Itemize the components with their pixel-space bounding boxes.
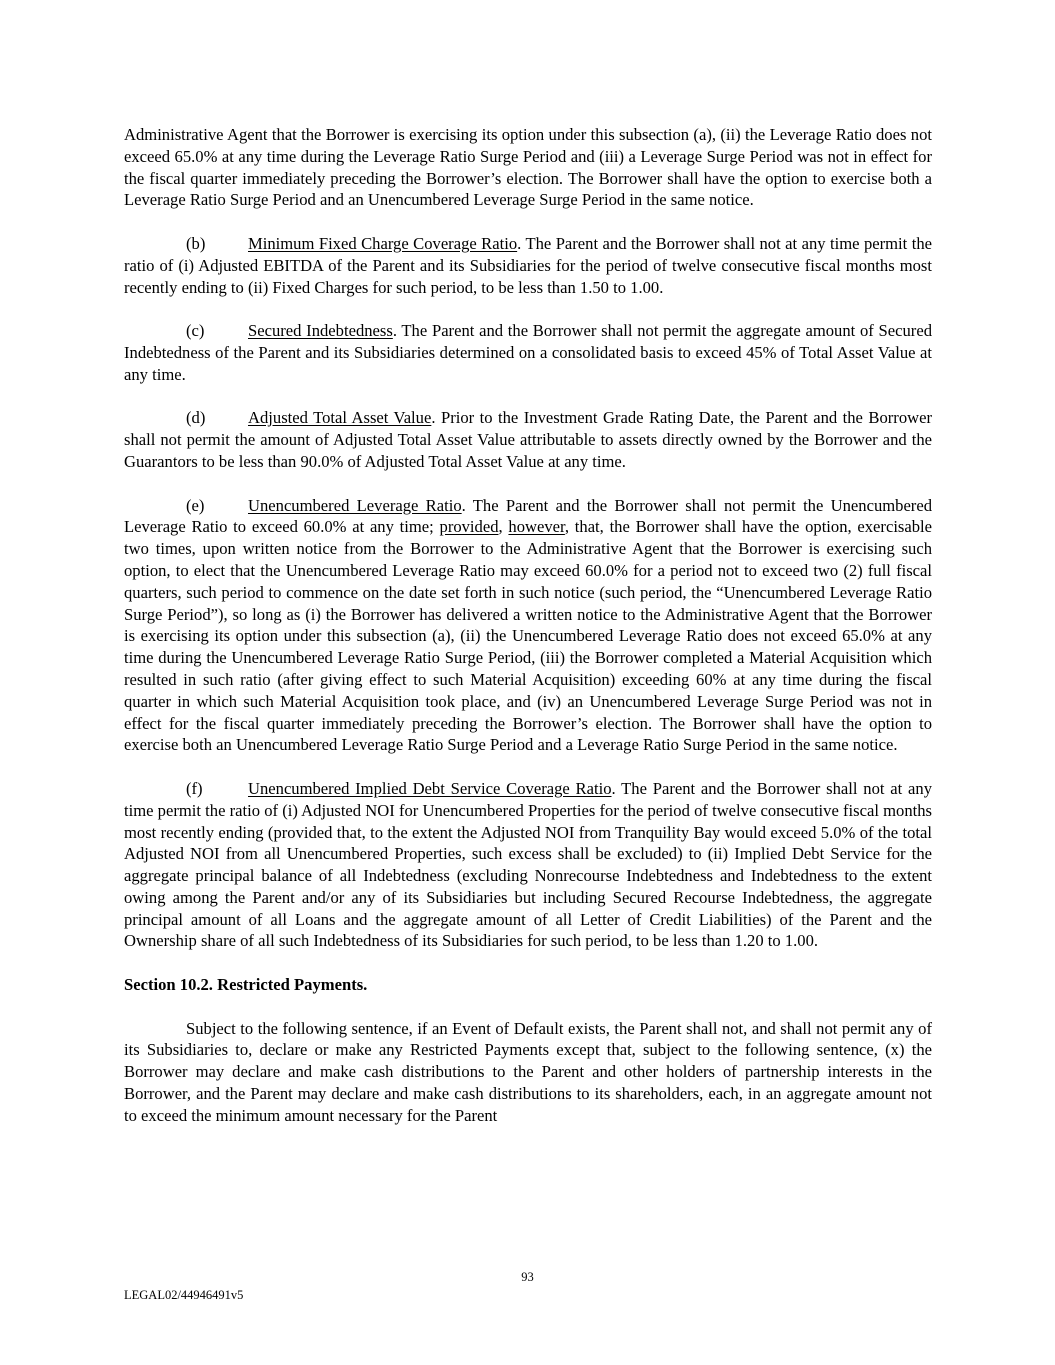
section-paragraph [124,1018,932,1127]
section-heading: Section 10.2. Restricted Payments. [124,975,368,995]
clause-c-label: (c) [186,321,205,341]
section-text: Subject to the following sentence, if an Event of Default exists, the Parent shall not, and shall not permit any of its Subsidiaries to, declare or make any Restricted Payments except that, subject to the following sentence, (x) the Borrower may declare and make cash distributions to the Parent and other holders of partnership interests in the Borrower, and the Parent may declare and make cash distributions to its shareholders, each, in an aggregate amount not to exceed the minimum amount necessary for the Parent [124,1018,932,1125]
clause-c [124,320,932,385]
clause-f-title: Unencumbered Implied Debt Service Coverage Ratio [248,778,612,798]
clause-b-title: Minimum Fixed Charge Coverage Ratio [248,233,518,253]
clause-d-text: . Prior to the Investment Grade Rating Date, the Parent and the Borrower shall not permit the amount of Adjusted Total Asset Value attributable to assets directly owned by the Borrower and the Guarantors to be less than 90.0% of Adjusted Total Asset Value at any time. [124,408,932,471]
clause-b [124,233,932,298]
clause-e [124,495,932,757]
continuation-paragraph [124,124,932,211]
clause-e-text-1: . The Parent and the Borrower shall not permit the Unencumbered Leverage Ratio to exceed 60.0% at any time; [124,495,932,537]
clause-e-label: (e) [186,495,205,515]
clause-d-title: Adjusted Total Asset Value [248,408,432,428]
clause-f-label: (f) [186,778,203,798]
clause-f [124,778,932,952]
document-id: LEGAL02/44946491v5 [124,1288,244,1302]
clause-d [124,407,932,472]
clause-d-label: (d) [186,408,206,428]
clause-e-provided: provided [439,517,499,537]
clause-e-sep: , [498,517,509,537]
clause-f-text: . The Parent and the Borrower shall not at any time permit the ratio of (i) Adjusted NOI for Unencumbered Properties for the period of twelve consecutive fiscal months most recently ending (provided that, to the extent the Adjusted NOI from Tranquility Bay would exceed 5.0% of the total Adjusted NOI from all Unencumbered Properties, such excess shall be excluded) to (ii) Implied Debt Service for the aggregate principal balance of all Indebtedness (excluding Nonrecourse Indebtedness and Indebtedness to the extent owing among the Parent and/or any of its Subsidiaries but including Secured Recourse Indebtedness, the aggregate principal amount of all Loans and the aggregate amount of all Letter of Credit Liabilities) of the Parent and the Ownership share of all such Indebtedness of its Subsidiaries for such period, to be less than 1.20 to 1.00. [124,778,932,951]
clause-c-text: . The Parent and the Borrower shall not permit the aggregate amount of Secured Indebtedness of the Parent and its Subsidiaries determined on a consolidated basis to exceed 45% of Total Asset Value at any time. [124,321,932,384]
continuation-text: Administrative Agent that the Borrower is exercising its option under this subsection (a), (ii) the Leverage Ratio does not exceed 65.0% at any time during the Leverage Ratio Surge Period and (iii) a Leverage Surge Period was not in effect for the fiscal quarter immediately preceding the Borrower’s election. The Borrower shall have the option to exercise both a Leverage Ratio Surge Period and an Unencumbered Leverage Surge Period in the same notice. [124,125,932,210]
page-number: 93 [521,1270,534,1284]
document-page [124,124,932,1148]
clause-e-text-2: , that, the Borrower shall have the option, exercisable two times, upon written notice from the Borrower to the Administrative Agent that the Borrower is exercising such option, to elect that the Unencumbered Leverage Ratio may exceed 60.0% for a period not to exceed two (2) full fiscal quarters, such period to commence on the date set forth in such notice (such period, the “Unencumbered Leverage Ratio Surge Period”), so long as (i) the Borrower has delivered a written notice to the Administrative Agent that the Borrower is exercising its option under this subsection (a), (ii) the Unencumbered Leverage Ratio does not exceed 65.0% at any time during the Unencumbered Leverage Ratio Surge Period, (iii) the Borrower completed a Material Acquisition which resulted in such ratio (after giving effect to such Material Acquisition) exceeding 60% at any time during the fiscal quarter in which such Material Acquisition took place, and (iv) an Unencumbered Leverage Surge Period was not in effect for the fiscal quarter immediately preceding the Borrower’s election. The Borrower shall have the option to exercise both an Unencumbered Leverage Ratio Surge Period and a Leverage Ratio Surge Period in the same notice. [124,517,933,755]
clause-e-title: Unencumbered Leverage Ratio [248,495,462,515]
clause-c-title: Secured Indebtedness [248,321,393,341]
clause-e-however: however [508,517,565,537]
clause-b-text: . The Parent and the Borrower shall not at any time permit the ratio of (i) Adjusted EBITDA of the Parent and its Subsidiaries for the period of twelve consecutive fiscal months most recently ending to (ii) Fixed Charges for such period, to be less than 1.50 to 1.00. [124,233,932,297]
clause-b-label: (b) [186,233,206,253]
